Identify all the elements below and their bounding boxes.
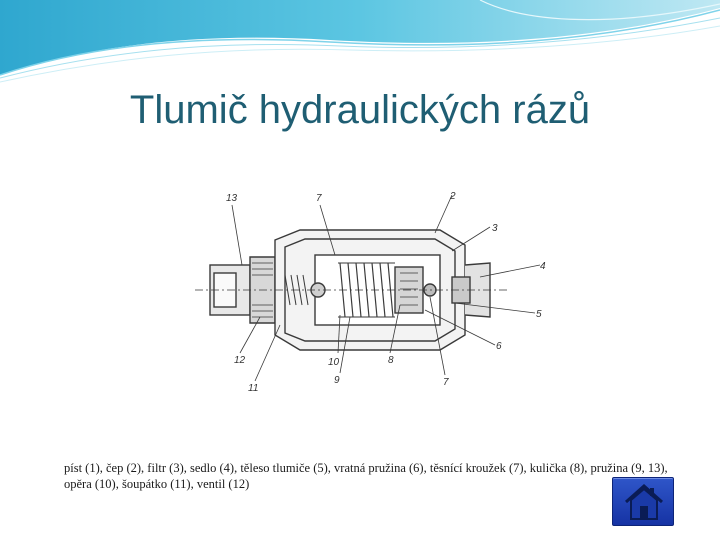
figure-label-6: 6 [496, 341, 502, 352]
home-button[interactable] [612, 477, 674, 526]
damper-drawing [190, 185, 550, 400]
figure-label-9: 9 [334, 375, 340, 386]
page-title: Tlumič hydraulických rázů [129, 88, 591, 132]
header-swoosh [0, 0, 720, 85]
figure-label-5: 5 [536, 309, 542, 320]
figure-label-4: 4 [540, 261, 546, 272]
figure-label-3: 3 [492, 223, 498, 234]
figure-caption: píst (1), čep (2), filtr (3), sedlo (4), těleso tlumiče (5), vratná pružina (6), těsnící kroužek (7), kulička (8), pružina (9, 13), opěra (10), šoupátko (11), ventil (12) [64, 461, 668, 491]
figure-label-11: 11 [248, 383, 259, 394]
figure-label-10: 10 [328, 357, 340, 368]
figure-label-13: 13 [226, 193, 238, 204]
figure-label-12: 12 [234, 355, 246, 366]
figure-label-2: 2 [450, 191, 456, 202]
home-icon [622, 482, 666, 522]
figure-label-7: 7 [316, 193, 322, 204]
figure-label-7b: 7 [443, 377, 449, 388]
figure-label-8: 8 [388, 355, 394, 366]
